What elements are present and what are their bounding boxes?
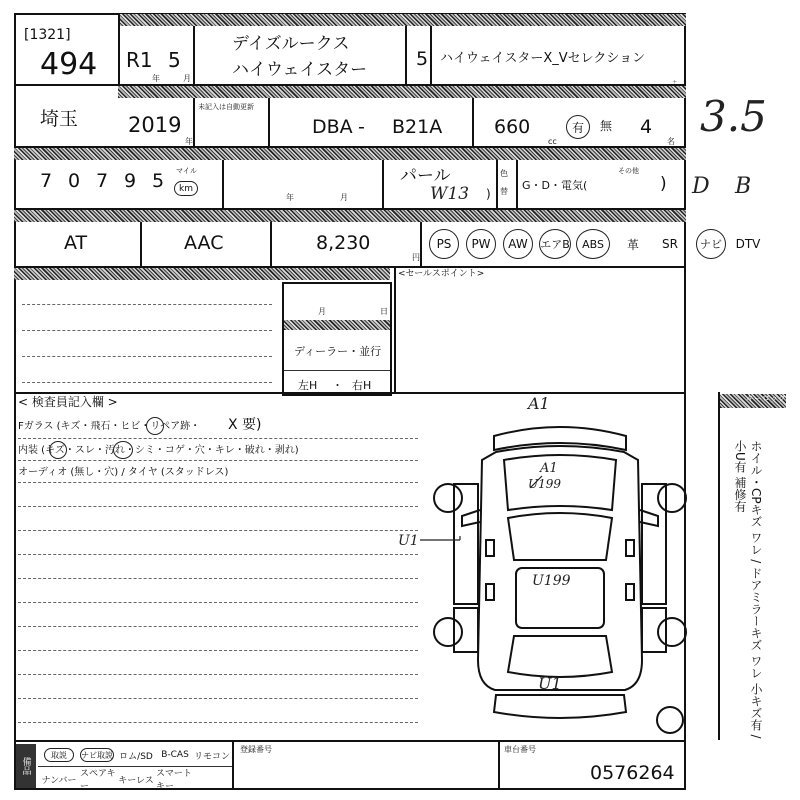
cc-unit: cc [548, 137, 557, 146]
divider [472, 98, 474, 146]
era: R1 [126, 48, 153, 72]
divider [232, 740, 234, 790]
divider [268, 98, 270, 146]
aircon-with-badge: 有 [566, 115, 590, 139]
annotation-a1: A1 [540, 461, 558, 476]
equip-airbag-badge: エアB [539, 229, 571, 259]
inspector-line [18, 650, 418, 651]
acc-manual-badge: 取説 [44, 748, 74, 762]
acc-navi-manual-badge: ナビ取説 [80, 748, 114, 762]
era-year-unit: 年 [152, 74, 160, 83]
mileage-digit: 5 [152, 170, 165, 192]
handle-dot: ・ [332, 379, 343, 392]
divider [382, 160, 384, 208]
price-unit: 円 [412, 253, 420, 262]
sales-point-label: <セールスポイント> [398, 269, 485, 279]
dealer-day-unit: 日 [380, 307, 388, 316]
handle-left: 左H [298, 379, 318, 392]
annotation-a1-top: A1 [528, 394, 550, 413]
handle-right: 右H [352, 379, 372, 392]
annotation-u1-left: U1 [398, 533, 419, 549]
mile-label: マイル [176, 167, 197, 175]
price: 8,230 [316, 232, 371, 254]
inspector-line [18, 530, 418, 531]
inspector-line [18, 626, 418, 627]
car-name-1: デイズルークス [232, 34, 350, 54]
auction-score: 3.5 [700, 92, 767, 141]
row-line [284, 370, 390, 371]
divider [516, 160, 518, 208]
chassis-number-label: 車台番号 [504, 745, 536, 754]
acc-rom: ロム/SD [119, 751, 153, 762]
mileage-digit: 9 [124, 170, 137, 192]
color-change-label: 替 [500, 187, 508, 196]
divider [405, 26, 407, 84]
reg-month: 5 [168, 48, 181, 72]
divider [270, 222, 272, 266]
header-band [118, 14, 686, 26]
grade: ハイウェイスターX_Vセレクション [440, 51, 646, 66]
inspection-year-unit: 年 [286, 193, 294, 202]
key-label: キーロック [746, 394, 786, 403]
era-month-unit: 月 [183, 74, 191, 83]
chassis-number: 0576264 [590, 762, 675, 784]
mileage-digit: 7 [40, 170, 53, 192]
drive-options: G・D・電気( [522, 179, 588, 192]
door-count: 5 [416, 48, 429, 70]
equip-dtv: DTV [735, 237, 761, 251]
displacement: 660 [494, 116, 531, 138]
notes-line [22, 382, 272, 383]
inspector-title: < 検査員記入欄 > [18, 395, 118, 409]
seats: 4 [640, 116, 653, 138]
acc-spare-key: スペアキー [80, 769, 116, 792]
prefix-dash: - [358, 116, 365, 138]
inspector-line [18, 554, 418, 555]
km-badge: km [174, 181, 198, 196]
divider [222, 160, 224, 208]
header-band [284, 320, 390, 330]
notes-line [22, 330, 272, 331]
color-name: パール [400, 166, 451, 186]
mileage-digit: 7 [96, 170, 109, 192]
acc-number: ナンバー [41, 775, 77, 786]
side-text: ホイル・CPキズ ワレ / ドアミラーキズ ワレ 小キズ有 / 小U有 補修有 [733, 440, 763, 739]
aircon-without: 無 [600, 119, 613, 133]
row-line [38, 766, 232, 767]
equip-abs-badge: ABS [576, 229, 610, 259]
divider [430, 26, 432, 84]
equip-sunroof: SR [662, 237, 678, 251]
inspector-line [18, 506, 418, 507]
glass-replace-note: X 要) [228, 417, 262, 433]
divider [118, 14, 120, 84]
annotation-u1-bottom: U1 [538, 674, 562, 693]
notes-line [22, 356, 272, 357]
transmission: AT [64, 232, 88, 254]
header-band [118, 86, 686, 98]
equip-leather: 革 [626, 237, 639, 252]
inspector-line-glass: Fガラス (キズ・飛石・ヒビ・リペア跡・ [18, 421, 201, 432]
inspector-line-audio: オーディオ (無し・穴) / タイヤ (スタッドレス) [18, 467, 229, 478]
year-suffix: 年 [185, 137, 193, 146]
chassis-model: B21A [392, 116, 443, 138]
drive-options-close: ) [660, 174, 667, 194]
divider [718, 392, 720, 740]
annotation-u199-top: U199 [528, 477, 562, 491]
first-reg-label: 未記入は自動更新 [198, 103, 254, 111]
seats-unit: 名 [667, 137, 675, 146]
inspector-line [18, 698, 418, 699]
acc-bcas: B-CAS [161, 750, 189, 760]
equip-ps-badge: PS [429, 229, 459, 259]
acc-smart-key: スマートキー [156, 769, 192, 792]
exterior-grade: B [735, 174, 752, 199]
equip-navi-badge: ナビ [696, 229, 726, 259]
other-label: その他 [618, 167, 639, 175]
acc-remote: リモコン [194, 751, 231, 762]
dealer-type: ディーラー・並行 [294, 345, 382, 358]
row-line [14, 740, 686, 742]
mark-circle [113, 441, 133, 459]
region: 埼玉 [40, 108, 79, 130]
header-band [14, 268, 390, 280]
inspector-line-interior: 内装 (キズ・スレ・汚れ・シミ・コゲ・穴・キレ・破れ・剥れ) [18, 445, 299, 456]
color-code: W13 [430, 184, 470, 204]
lot-code: [1321] [24, 27, 71, 43]
divider [498, 740, 500, 790]
inspector-line [18, 722, 418, 723]
annotation-u199-mid: U199 [532, 573, 571, 589]
divider [420, 222, 422, 266]
mark-circle [49, 441, 67, 459]
divider [394, 268, 396, 392]
header-band [14, 148, 686, 160]
color-label: 色 [500, 169, 508, 178]
inspector-line [18, 482, 418, 483]
inspection-month-unit: 月 [340, 193, 348, 202]
row-line [14, 392, 686, 394]
mark-circle [146, 417, 164, 435]
reg-number-label: 登録番号 [240, 745, 272, 754]
notes-line [22, 304, 272, 305]
mileage-digit: 0 [68, 170, 81, 192]
accessory-side-label: 備品 [16, 744, 36, 788]
inspector-line [18, 578, 418, 579]
acc-keyless: キーレス [118, 775, 154, 786]
lot-number: 494 [40, 47, 98, 82]
dealer-month-unit: 月 [318, 307, 326, 316]
car-name-2: ハイウェイスター [232, 60, 368, 80]
divider [496, 160, 498, 208]
aircon-type: AAC [184, 232, 224, 254]
equip-pw-badge: PW [466, 229, 496, 259]
prefix: DBA [312, 116, 353, 138]
inspector-line [18, 674, 418, 675]
interior-grade: D [692, 174, 710, 199]
equip-aw-badge: AW [503, 229, 533, 259]
inspector-line [18, 602, 418, 603]
model-year: 2019 [128, 113, 182, 137]
divider [140, 222, 142, 266]
inspector-line [18, 438, 418, 439]
inspector-line [18, 460, 418, 461]
header-band [14, 210, 686, 222]
color-code-paren: ) [486, 187, 491, 201]
